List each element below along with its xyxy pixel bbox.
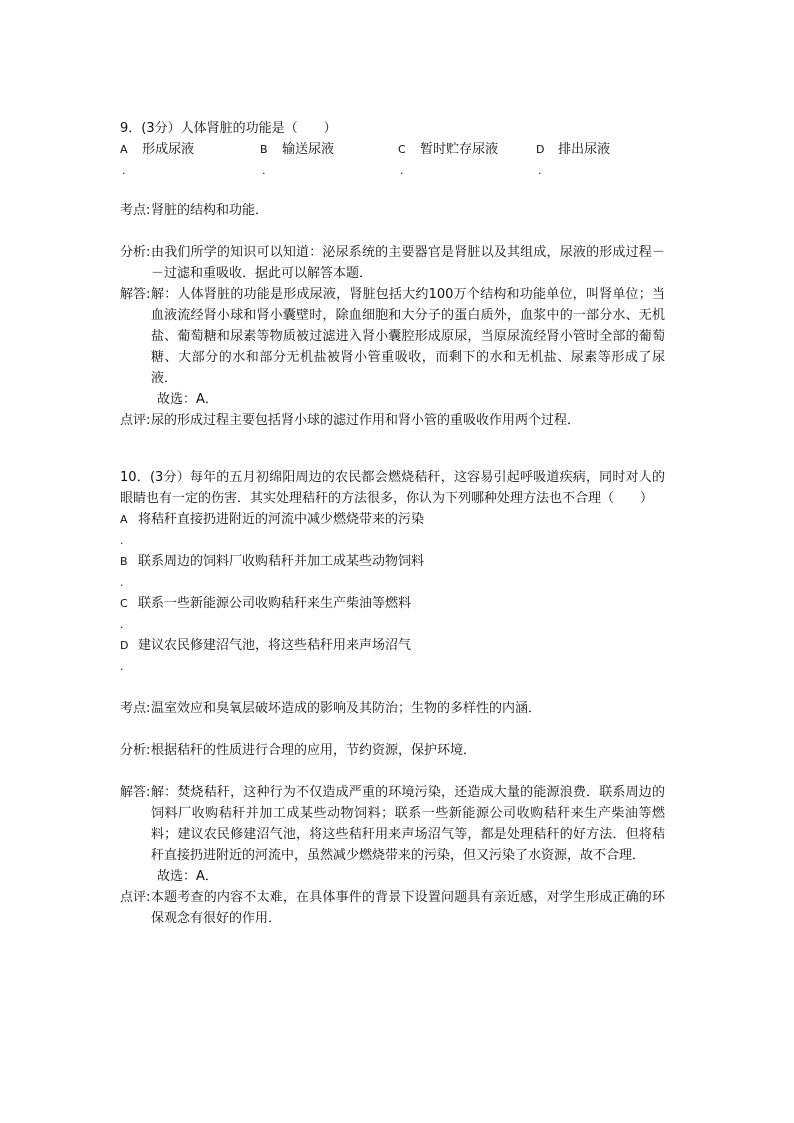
option-c: C 暂时贮存尿液 (398, 142, 499, 157)
dianping-section (120, 410, 665, 431)
option-b: B 联系周边的饲料厂收购秸秆并加工成某些动物饲料 (120, 554, 425, 569)
option-d: D 建议农民修建沼气池，将这些秸秆用来声场沼气 (120, 638, 412, 653)
option-dots: . . . . (122, 164, 542, 177)
fenxi-section (120, 242, 665, 284)
question-10: 10．(3分）每年的五月初绵阳周边的农民都会燃烧秸秆，这容易引起呼吸道疾病，同时对人的眼睛也有一定的伤害．其实处理秸秆的方法很多，你认为下列哪种处理方法也不合理（ ） A 将秸秆直接扔进附近的河流中减少燃烧带来的污染 . B 联系周边的饲料厂收购秸秆并加工成某些动物饲料 . C 联系一些新能源公司收购秸秆来生产柴油等燃料 . D 建议农民修建沼气池，将这些秸秆用来声场沼气 . 考点: 温室效应和臭氧层破坏造成的影响及其防治；生物的多样性的内涵． 分析: 根据秸秆的性质进行合理的应用，节约资源，保护环境． 解答: 解：焚烧秸秆，这种行为不仅造成严重的环境污染，还造成大量的能源浪费．联系周边的饲料厂收购秸秆并加工成某些动物饲料；联系一些新能源公司收购秸秆来生产柴油等燃料；建议农民修建沼气池，将这些秸秆用来声场沼气等，都是处理秸秆的好方法．但将秸秆直接扔进附近的河流中，虽然减少燃烧带来的污染，但又污染了水资源，故不合理． 故选：A． 点评: 本题考查的内容不太难，在具体事件的背景下设置问题具有亲近感，对学生形成正确的环保观念有很好的作用． (120, 467, 665, 929)
answer: 故选：A． (157, 869, 218, 884)
option-a: A 形成尿液 (120, 142, 195, 157)
kaodian-label: 考点: (120, 203, 151, 218)
kaodian-label: 考点: (120, 701, 151, 716)
option-c: C 联系一些新能源公司收购秸秆来生产柴油等燃料 (120, 596, 412, 611)
option-a: A 将秸秆直接扔进附近的河流中减少燃烧带来的污染 (120, 512, 425, 527)
option-d: D 排出尿液 (536, 142, 611, 157)
dianping-text: 尿的形成过程主要包括肾小球的滤过作用和肾小管的重吸收作用两个过程． (151, 413, 581, 428)
fenxi-label: 分析: (120, 245, 151, 260)
answer: 故选：A． (157, 392, 218, 407)
kaodian-text: 肾脏的结构和功能． (151, 203, 269, 218)
jieda-section (120, 284, 665, 410)
fenxi-section (120, 740, 665, 761)
jieda-label: 解答: (120, 287, 151, 302)
dianping-label: 点评: (120, 890, 151, 905)
question-9-options (120, 139, 665, 160)
question-9 (120, 118, 665, 431)
jieda-label: 解答: (120, 785, 151, 800)
jieda-section (120, 782, 665, 887)
fenxi-text: 根据秸秆的性质进行合理的应用，节约资源，保护环境． (151, 743, 477, 758)
dianping-section (120, 887, 665, 929)
kaodian-section (120, 698, 665, 719)
jieda-text: 解：人体肾脏的功能是形成尿液，肾脏包括大约100万个结构和功能单位，叫肾单位；当血液流经肾小球和肾小囊壁时，除血细胞和大分子的蛋白质外，血浆中的一部分水、无机盐、葡萄糖和尿素等物质被过滤进入肾小囊腔形成原尿，当原尿流经肾小管时全部的葡萄糖、大部分的水和部分无机盐被肾小管重吸收，而剩下的水和无机盐、尿素等形成了尿液． (151, 287, 665, 386)
fenxi-label: 分析: (120, 743, 151, 758)
kaodian-section (120, 200, 665, 221)
question-10-stem: 10．(3分）每年的五月初绵阳周边的农民都会燃烧秸秆，这容易引起呼吸道疾病，同时对人的眼睛也有一定的伤害．其实处理秸秆的方法很多，你认为下列哪种处理方法也不合理（ ） (120, 470, 665, 506)
dianping-label: 点评: (120, 413, 151, 428)
jieda-text: 解：焚烧秸秆，这种行为不仅造成严重的环境污染，还造成大量的能源浪费．联系周边的饲料厂收购秸秆并加工成某些动物饲料；联系一些新能源公司收购秸秆来生产柴油等燃料；建议农民修建沼气池，将这些秸秆用来声场沼气等，都是处理秸秆的好方法．但将秸秆直接扔进附近的河流中，虽然减少燃烧带来的污染，但又污染了水资源，故不合理． (151, 785, 665, 863)
dianping-text: 本题考查的内容不太难，在具体事件的背景下设置问题具有亲近感，对学生形成正确的环保观念有很好的作用． (151, 890, 665, 926)
kaodian-text: 温室效应和臭氧层破坏造成的影响及其防治；生物的多样性的内涵． (151, 701, 542, 716)
question-9-stem: 9．(3分）人体肾脏的功能是（ ） (120, 121, 337, 136)
fenxi-text: 由我们所学的知识可以知道：泌尿系统的主要器官是肾脏以及其组成，尿液的形成过程－－过滤和重吸收．据此可以解答本题． (151, 245, 665, 281)
option-b: B 输送尿液 (260, 142, 335, 157)
